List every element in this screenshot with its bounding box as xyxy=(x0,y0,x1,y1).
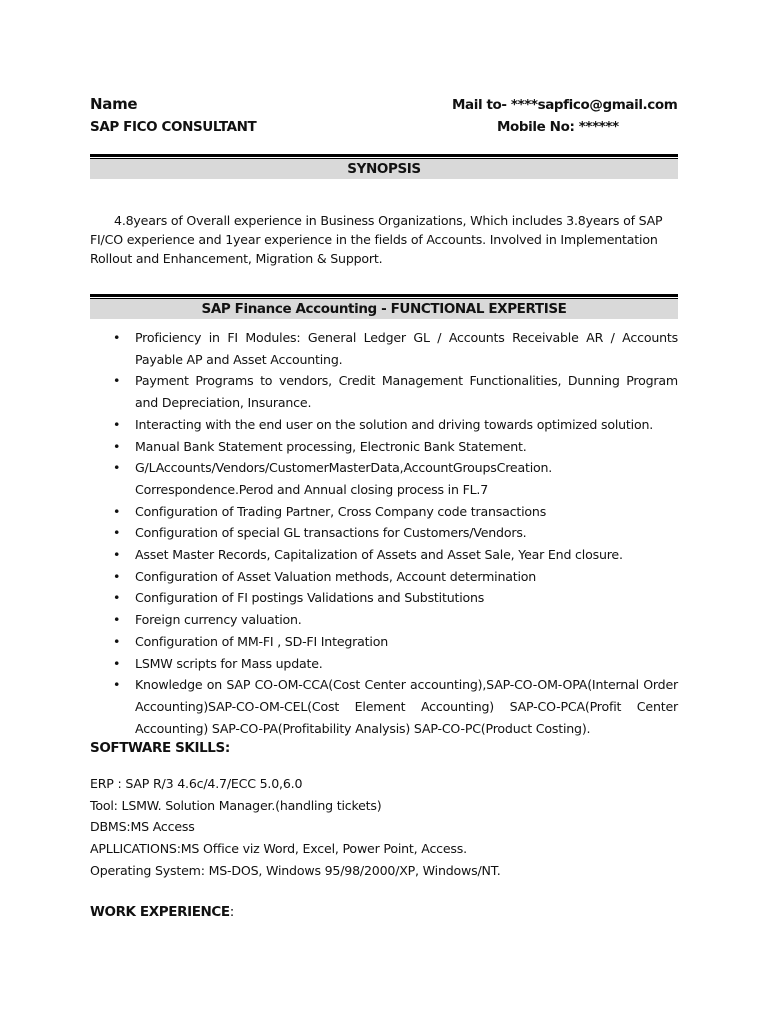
software-skills-heading: SOFTWARE SKILLS: xyxy=(90,740,230,756)
list-item: Tool: LSMW. Solution Manager.(handling tickets) xyxy=(90,797,382,813)
bullet-icon: • xyxy=(113,655,121,671)
bullet-icon: • xyxy=(113,677,121,693)
bullet-icon: • xyxy=(113,612,121,628)
list-item xyxy=(90,370,678,413)
list-item xyxy=(90,587,678,609)
expertise-heading: SAP Finance Accounting - FUNCTIONAL EXPERTISE xyxy=(90,299,678,319)
list-item xyxy=(90,522,678,544)
expertise-list xyxy=(90,327,678,739)
list-item xyxy=(90,609,678,631)
list-item-text: Configuration of special GL transactions for Customers/Vendors. xyxy=(135,525,527,541)
list-item-text: Interacting with the end user on the solution and driving towards optimized solution. xyxy=(135,416,654,432)
synopsis-paragraph: 4.8years of Overall experience in Business Organizations, Which includes 3.8years of SAP FI/CO experience and 1year experience in the fields of Accounts. Involved in Implementation Rollout and Enhancement, Migration & Support. xyxy=(90,213,663,266)
synopsis-heading: SYNOPSIS xyxy=(90,159,678,179)
list-item xyxy=(90,653,678,675)
work-experience-heading xyxy=(90,904,234,920)
list-item xyxy=(90,544,678,566)
list-item-text: Configuration of Trading Partner, Cross Company code transactions xyxy=(135,503,547,519)
bullet-icon: • xyxy=(113,633,121,649)
list-item xyxy=(90,566,678,588)
bullet-icon: • xyxy=(113,438,121,454)
contact-mobile: Mobile No: ****** xyxy=(497,119,619,135)
list-item: Operating System: MS-DOS, Windows 95/98/2000/XP, Windows/NT. xyxy=(90,862,501,878)
list-item xyxy=(90,414,678,436)
list-item-text: Payment Programs to vendors, Credit Management Functionalities, Dunning Program and Depreciation, Insurance. xyxy=(135,373,678,411)
list-item xyxy=(90,501,678,523)
software-skills-list xyxy=(90,773,678,882)
list-item xyxy=(90,327,678,370)
contact-email: Mail to- ****sapfico@gmail.com xyxy=(452,97,678,113)
list-item-text: Knowledge on SAP CO-OM-CCA(Cost Center accounting),SAP-CO-OM-OPA(Internal Order Accounting)SAP-CO-OM-CEL(Cost Element Accounting) SAP-CO-PCA(Profit Center Accounting) SAP-CO-PA(Profitability Analysis) SAP-CO-PC(Product Costing). xyxy=(135,677,678,736)
bullet-icon: • xyxy=(113,460,121,476)
list-item xyxy=(90,674,678,739)
list-item-text: Configuration of FI postings Validations and Substitutions xyxy=(135,590,485,606)
bullet-icon: • xyxy=(113,525,121,541)
list-item-text: Asset Master Records, Capitalization of Assets and Asset Sale, Year End closure. xyxy=(135,547,623,563)
work-experience-title: WORK EXPERIENCE xyxy=(90,904,230,920)
bullet-icon: • xyxy=(113,330,121,345)
section-divider-thick xyxy=(90,294,678,297)
synopsis-text xyxy=(90,211,678,268)
list-item-text: Manual Bank Statement processing, Electronic Bank Statement. xyxy=(135,438,527,454)
list-item: ERP : SAP R/3 4.6c/4.7/ECC 5.0,6.0 xyxy=(90,776,303,791)
list-item-text: LSMW scripts for Mass update. xyxy=(135,655,323,671)
list-item-text: Foreign currency valuation. xyxy=(135,612,302,628)
list-item xyxy=(90,457,678,500)
list-item-text: Configuration of Asset Valuation methods, Account determination xyxy=(135,568,537,584)
candidate-role: SAP FICO CONSULTANT xyxy=(90,119,257,135)
list-item xyxy=(90,436,678,458)
list-item-text: G/LAccounts/Vendors/CustomerMasterData,AccountGroupsCreation. Correspondence.Perod and Annual closing process in FL.7 xyxy=(135,460,553,497)
list-item-text: Configuration of MM-FI , SD-FI Integration xyxy=(135,633,388,649)
bullet-icon: • xyxy=(113,503,121,519)
bullet-icon: • xyxy=(113,568,121,584)
candidate-name: Name xyxy=(90,95,138,113)
list-item xyxy=(90,631,678,653)
section-divider-thick xyxy=(90,154,678,157)
list-item: APLLICATIONS:MS Office viz Word, Excel, Power Point, Access. xyxy=(90,841,467,857)
bullet-icon: • xyxy=(113,590,121,606)
work-experience-colon: : xyxy=(229,904,234,920)
bullet-icon: • xyxy=(113,373,121,389)
bullet-icon: • xyxy=(113,416,121,432)
bullet-icon: • xyxy=(113,547,121,563)
list-item: DBMS:MS Access xyxy=(90,819,195,835)
list-item-text: Proficiency in FI Modules: General Ledger GL / Accounts Receivable AR / Accounts Payable AP and Asset Accounting. xyxy=(135,330,678,367)
